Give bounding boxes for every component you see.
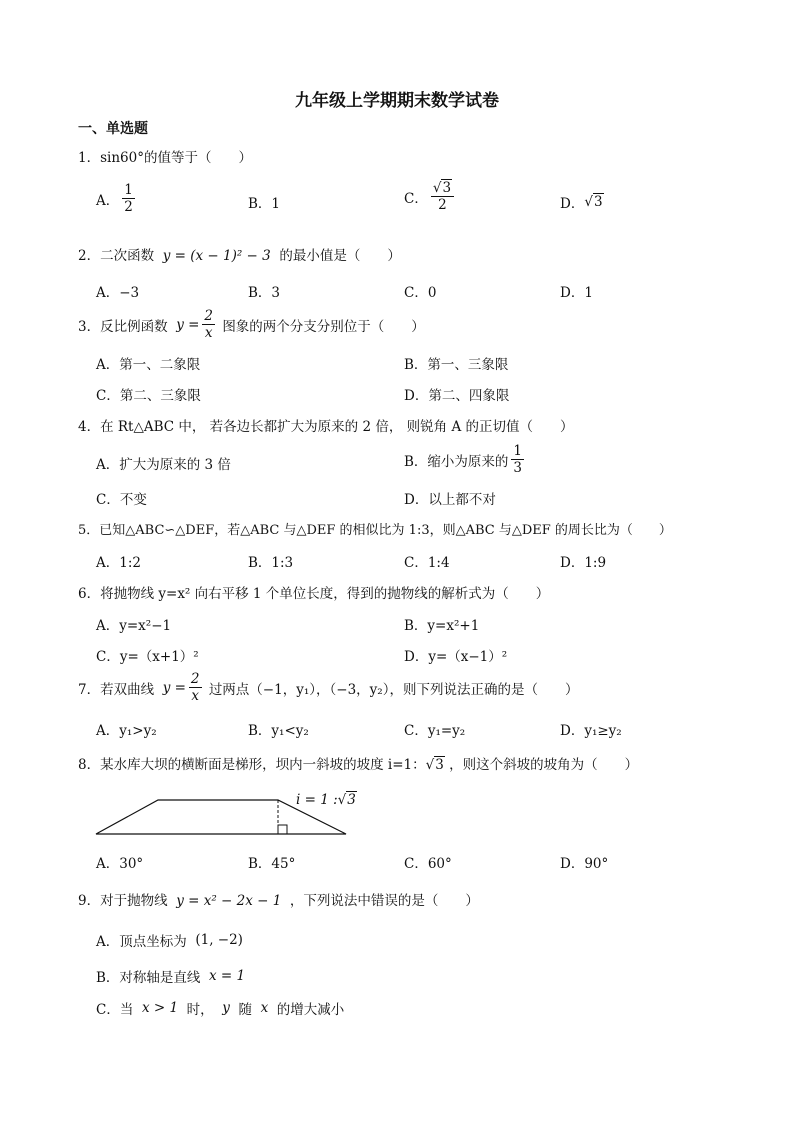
- q8-option-c[interactable]: C．60°: [404, 856, 452, 872]
- question-2: 2．二次函数 y = (x − 1)² − 3 的最小值是（ ）: [78, 248, 401, 264]
- q1-option-c[interactable]: C． $\frac{√3}{2}$: [404, 180, 457, 213]
- q7-option-a[interactable]: A．y₁>y₂: [96, 723, 157, 739]
- q7-option-d[interactable]: D．y₁≥y₂: [560, 723, 622, 739]
- q2-option-b[interactable]: B．3: [248, 285, 281, 301]
- question-6: 6．将抛物线 y=x² 向右平移 1 个单位长度，得到的抛物线的解析式为（ ）: [78, 586, 550, 602]
- q1-option-d[interactable]: D． √3: [560, 194, 603, 212]
- q5-option-c[interactable]: C．1:4: [404, 555, 450, 571]
- fraction: $\frac{√3}{2}$: [431, 180, 454, 213]
- q1-option-b[interactable]: B．1: [248, 196, 281, 212]
- q4-option-b[interactable]: B．缩小为原来的 $\frac{1}{3}$: [404, 443, 523, 476]
- question-9: 9．对于抛物线 y = x² − 2x − 1 ，下列说法中错误的是（ ）: [78, 893, 479, 909]
- question-5: 5．已知△ABC∽△DEF，若△ABC 与△DEF 的相似比为 1:3，则△ABC 与△DEF 的周长比为（ ）: [78, 523, 672, 538]
- q6-option-b[interactable]: B．y=x²+1: [404, 618, 480, 634]
- q3-option-c[interactable]: C．第二、三象限: [96, 388, 201, 404]
- q7-option-c[interactable]: C．y₁=y₂: [404, 723, 466, 739]
- q5-option-d[interactable]: D．1:9: [560, 555, 607, 571]
- q4-option-a[interactable]: A．扩大为原来的 3 倍: [96, 457, 231, 473]
- question-1: 1．sin60°的值等于（ ）: [78, 150, 252, 166]
- q4-option-c[interactable]: C．不变: [96, 492, 147, 508]
- fraction: $\frac{1}{3}$: [513, 443, 523, 476]
- section-heading: 一、单选题: [78, 121, 148, 137]
- fraction: $\frac{1}{2}$: [124, 182, 133, 215]
- q3-option-b[interactable]: B．第一、三象限: [404, 357, 509, 373]
- fraction: $\frac{2}{x}$: [190, 671, 200, 704]
- q2-option-d[interactable]: D．1: [560, 285, 593, 301]
- q8-option-b[interactable]: B．45°: [248, 856, 296, 872]
- q8-option-d[interactable]: D．90°: [560, 856, 609, 872]
- right-angle-mark: [278, 825, 287, 834]
- q6-option-d[interactable]: D．y=（x−1）²: [404, 649, 508, 665]
- q3-option-d[interactable]: D．第二、四象限: [404, 388, 510, 404]
- question-3: 3．反比例函数 y = $\frac{2}{x}$ 图象的两个分支分别位于（ ）: [78, 308, 425, 341]
- q5-option-a[interactable]: A．1:2: [96, 555, 141, 571]
- q5-option-b[interactable]: B．1:3: [248, 555, 294, 571]
- q2-option-a[interactable]: A．−3: [96, 285, 140, 301]
- q9-option-a[interactable]: A．顶点坐标为 (1, −2): [96, 932, 243, 950]
- formula: y = (x − 1)² − 3: [162, 248, 271, 264]
- question-7: 7．若双曲线 y = $\frac{2}{x}$ 过两点（−1，y₁），（−3，y₂），则下列说法正确的是（ ）: [78, 671, 579, 704]
- q8-option-a[interactable]: A．30°: [96, 856, 144, 872]
- q4-option-d[interactable]: D．以上都不对: [404, 492, 496, 508]
- q7-option-b[interactable]: B．y₁<y₂: [248, 723, 309, 739]
- q1-option-a[interactable]: A． $\frac{1}{2}$: [96, 182, 133, 215]
- question-8: 8．某水库大坝的横断面是梯形，坝内一斜坡的坡度 i=1：√3 ，则这个斜坡的坡角为（ ）: [78, 757, 639, 773]
- fraction: $\frac{2}{x}$: [204, 308, 214, 341]
- page-title: 九年级上学期期末数学试卷: [295, 91, 499, 111]
- q9-option-c[interactable]: C．当 x > 1 时， y 随 x 的增大减小: [96, 1000, 345, 1018]
- question-4: 4．在 Rt△ABC 中， 若各边长都扩大为原来的 2 倍， 则锐角 A 的正切值（ ）: [78, 419, 574, 435]
- q3-option-a[interactable]: A．第一、二象限: [96, 357, 201, 373]
- slope-label: i = 1 : √3: [296, 792, 356, 808]
- q6-option-a[interactable]: A．y=x²−1: [96, 618, 172, 634]
- q2-option-c[interactable]: C．0: [404, 285, 437, 301]
- q6-option-c[interactable]: C．y=（x+1）²: [96, 649, 199, 665]
- formula: y = x² − 2x − 1: [176, 893, 282, 909]
- q9-option-b[interactable]: B．对称轴是直线 x = 1: [96, 968, 246, 986]
